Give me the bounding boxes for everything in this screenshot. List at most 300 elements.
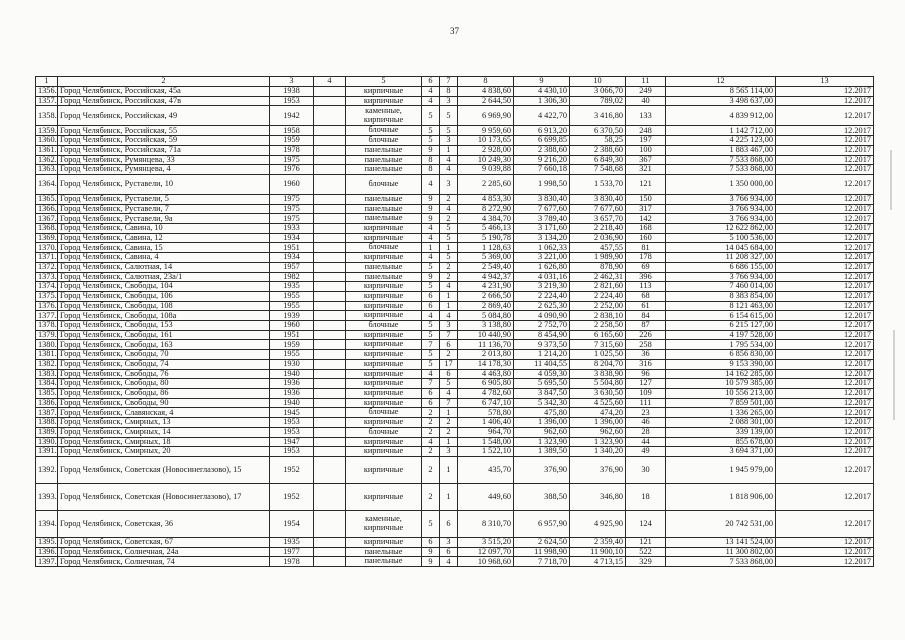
row-number: 1360. [36,136,58,146]
row-number: 1395. [36,537,58,547]
total-area-cell: 12 097,70 [458,547,514,557]
col-header: 4 [314,77,346,87]
year-cell: 1952 [270,483,314,510]
private-area-cell: 2 359,40 [570,537,626,547]
col4-cell [314,388,346,398]
table-row [36,379,874,389]
row-number: 1367. [36,214,58,224]
table-row [36,340,874,350]
address-cell: Город Челябинск, Свободы, 106 [58,291,270,301]
row-number: 1393. [36,483,58,510]
period-cell: 12.2017 [776,408,874,418]
address-cell: Город Челябинск, Свободы, 163 [58,340,270,350]
residents-cell: 109 [626,388,666,398]
table-row [36,96,874,106]
living-area-cell: 5 342,30 [514,398,570,408]
residents-cell: 329 [626,557,666,567]
private-area-cell: 58,25 [570,136,626,146]
residents-cell: 100 [626,145,666,155]
col4-cell [314,96,346,106]
cost-cell: 20 742 531,00 [666,510,776,537]
residents-cell: 168 [626,224,666,234]
address-cell: Город Челябинск, Руставели, 7 [58,204,270,214]
row-number: 1359. [36,126,58,136]
period-cell: 12.2017 [776,174,874,194]
col4-cell [314,537,346,547]
period-cell: 12.2017 [776,447,874,457]
residents-cell: 248 [626,126,666,136]
address-cell: Город Челябинск, Славянская, 4 [58,408,270,418]
table-row [36,233,874,243]
col-header: 13 [776,77,874,87]
floors-cell: 8 [422,165,440,175]
row-number: 1364. [36,174,58,194]
table-row [36,359,874,369]
living-area-cell: 1 396,00 [514,418,570,428]
living-area-cell: 7 677,60 [514,204,570,214]
wall-material-cell: кирпичные [346,456,422,483]
period-cell: 12.2017 [776,418,874,428]
floors-cell: 5 [422,262,440,272]
year-cell: 1955 [270,350,314,360]
entrances-cell: 1 [440,291,458,301]
private-area-cell: 4 525,60 [570,398,626,408]
address-cell: Город Челябинск, Российская, 71а [58,145,270,155]
floors-cell: 4 [422,96,440,106]
col4-cell [314,291,346,301]
wall-material-cell: кирпичные [346,282,422,292]
address-cell: Город Челябинск, Советская, 67 [58,537,270,547]
wall-material-cell: блочные [346,136,422,146]
living-area-cell: 1 306,30 [514,96,570,106]
period-cell: 12.2017 [776,547,874,557]
col4-cell [314,106,346,126]
table-row [36,537,874,547]
private-area-cell: 2 252,00 [570,301,626,311]
entrances-cell: 1 [440,243,458,253]
year-cell: 1940 [270,369,314,379]
year-cell: 1953 [270,427,314,437]
residents-cell: 69 [626,262,666,272]
floors-cell: 9 [422,145,440,155]
wall-material-cell: панельные [346,547,422,557]
total-area-cell: 9 039,88 [458,165,514,175]
col4-cell [314,311,346,321]
total-area-cell: 2 285,60 [458,174,514,194]
col4-cell [314,510,346,537]
residents-cell: 522 [626,547,666,557]
row-number: 1373. [36,272,58,282]
cost-cell: 1 350 000,00 [666,174,776,194]
col4-cell [314,398,346,408]
table-row [36,427,874,437]
wall-material-cell: кирпичные [346,369,422,379]
wall-material-cell: панельные [346,214,422,224]
floors-cell: 5 [422,136,440,146]
floors-cell: 8 [422,155,440,165]
year-cell: 1975 [270,204,314,214]
total-area-cell: 578,80 [458,408,514,418]
col4-cell [314,547,346,557]
total-area-cell: 4 463,80 [458,369,514,379]
private-area-cell: 2 838,10 [570,311,626,321]
cost-cell: 7 859 501,00 [666,398,776,408]
row-number: 1380. [36,340,58,350]
living-area-cell: 1 998,50 [514,174,570,194]
year-cell: 1953 [270,96,314,106]
total-area-cell: 5 466,13 [458,224,514,234]
living-area-cell: 1 389,50 [514,447,570,457]
row-number: 1371. [36,253,58,263]
total-area-cell: 2 013,80 [458,350,514,360]
address-cell: Город Челябинск, Советская (Новосинеглазово), 15 [58,456,270,483]
table-row [36,418,874,428]
cost-cell: 10 556 213,00 [666,388,776,398]
living-area-cell: 11 998,90 [514,547,570,557]
entrances-cell: 3 [440,447,458,457]
col4-cell [314,87,346,97]
wall-material-cell: панельные [346,204,422,214]
cost-cell: 4 197 528,00 [666,330,776,340]
living-area-cell: 1 062,33 [514,243,570,253]
entrances-cell: 2 [440,272,458,282]
col4-cell [314,253,346,263]
year-cell: 1951 [270,330,314,340]
year-cell: 1960 [270,174,314,194]
wall-material-cell: каменные, кирпичные [346,106,422,126]
floors-cell: 9 [422,214,440,224]
table-row [36,194,874,204]
residents-cell: 40 [626,96,666,106]
total-area-cell: 9 959,60 [458,126,514,136]
cost-cell: 1 142 712,00 [666,126,776,136]
col4-cell [314,437,346,447]
col4-cell [314,136,346,146]
entrances-cell: 1 [440,456,458,483]
year-cell: 1977 [270,547,314,557]
entrances-cell: 2 [440,262,458,272]
table-row [36,204,874,214]
period-cell: 12.2017 [776,194,874,204]
entrances-cell: 2 [440,427,458,437]
entrances-cell: 1 [440,437,458,447]
row-number: 1396. [36,547,58,557]
wall-material-cell: кирпичные [346,350,422,360]
entrances-cell: 3 [440,174,458,194]
entrances-cell: 4 [440,204,458,214]
period-cell: 12.2017 [776,214,874,224]
wall-material-cell: кирпичные [346,537,422,547]
total-area-cell: 4 231,90 [458,282,514,292]
living-area-cell: 4 430,10 [514,87,570,97]
residents-cell: 178 [626,253,666,263]
table-row [36,311,874,321]
private-area-cell: 346,80 [570,483,626,510]
col4-cell [314,174,346,194]
private-area-cell: 3 830,40 [570,194,626,204]
floors-cell: 6 [422,301,440,311]
col4-cell [314,301,346,311]
wall-material-cell: кирпичные [346,483,422,510]
private-area-cell: 457,55 [570,243,626,253]
year-cell: 1954 [270,510,314,537]
floors-cell: 4 [422,253,440,263]
living-area-cell: 9 373,50 [514,340,570,350]
residents-cell: 84 [626,311,666,321]
col-header: 5 [346,77,422,87]
period-cell: 12.2017 [776,437,874,447]
wall-material-cell: блочные [346,321,422,331]
floors-cell: 5 [422,510,440,537]
living-area-cell: 3 221,00 [514,253,570,263]
living-area-cell: 2 388,60 [514,145,570,155]
private-area-cell: 7 548,68 [570,165,626,175]
residents-cell: 317 [626,204,666,214]
wall-material-cell: кирпичные [346,224,422,234]
period-cell: 12.2017 [776,224,874,234]
living-area-cell: 962,60 [514,427,570,437]
residents-cell: 396 [626,272,666,282]
period-cell: 12.2017 [776,243,874,253]
col4-cell [314,145,346,155]
table-row [36,369,874,379]
cost-cell: 6 686 155,00 [666,262,776,272]
floors-cell: 2 [422,483,440,510]
floors-cell: 6 [422,537,440,547]
col4-cell [314,456,346,483]
private-area-cell: 3 657,70 [570,214,626,224]
cost-cell: 3 694 371,00 [666,447,776,457]
floors-cell: 4 [422,369,440,379]
address-cell: Город Челябинск, Савина, 15 [58,243,270,253]
residents-cell: 49 [626,447,666,457]
entrances-cell: 4 [440,311,458,321]
period-cell: 12.2017 [776,379,874,389]
period-cell: 12.2017 [776,330,874,340]
row-number: 1368. [36,224,58,234]
total-area-cell: 2 549,40 [458,262,514,272]
col-header: 1 [36,77,58,87]
col-header: 10 [570,77,626,87]
cost-cell: 1 795 534,00 [666,340,776,350]
residents-cell: 124 [626,510,666,537]
total-area-cell: 5 369,00 [458,253,514,263]
wall-material-cell: блочные [346,126,422,136]
entrances-cell: 8 [440,87,458,97]
living-area-cell: 1 214,20 [514,350,570,360]
table-row [36,145,874,155]
floors-cell: 5 [422,321,440,331]
floors-cell: 1 [422,243,440,253]
address-cell: Город Челябинск, Смирных, 18 [58,437,270,447]
entrances-cell: 7 [440,398,458,408]
address-cell: Город Челябинск, Савина, 4 [58,253,270,263]
total-area-cell: 4 384,70 [458,214,514,224]
floors-cell: 7 [422,340,440,350]
col4-cell [314,350,346,360]
private-area-cell: 6 849,30 [570,155,626,165]
table-row [36,398,874,408]
total-area-cell: 10 440,90 [458,330,514,340]
floors-cell: 5 [422,330,440,340]
wall-material-cell: панельные [346,165,422,175]
col-header: 8 [458,77,514,87]
registry-sheet [35,76,873,567]
col4-cell [314,340,346,350]
entrances-cell: 4 [440,282,458,292]
private-area-cell: 376,90 [570,456,626,483]
total-area-cell: 2 666,50 [458,291,514,301]
private-area-cell: 878,90 [570,262,626,272]
residents-cell: 28 [626,427,666,437]
residents-cell: 321 [626,165,666,175]
scan-margin-mark [893,330,895,420]
period-cell: 12.2017 [776,282,874,292]
private-area-cell: 3 416,80 [570,106,626,126]
period-cell: 12.2017 [776,165,874,175]
table-row [36,262,874,272]
entrances-cell: 7 [440,330,458,340]
cost-cell: 7 533 868,00 [666,165,776,175]
private-area-cell: 8 204,70 [570,359,626,369]
address-cell: Город Челябинск, Руставели, 5 [58,194,270,204]
period-cell: 12.2017 [776,106,874,126]
living-area-cell: 3 847,50 [514,388,570,398]
row-number: 1386. [36,398,58,408]
living-area-cell: 8 454,90 [514,330,570,340]
wall-material-cell: блочные [346,243,422,253]
wall-material-cell: кирпичные [346,340,422,350]
year-cell: 1978 [270,145,314,155]
living-area-cell: 3 134,20 [514,233,570,243]
wall-material-cell: панельные [346,194,422,204]
col4-cell [314,204,346,214]
row-number: 1372. [36,262,58,272]
floors-cell: 4 [422,437,440,447]
private-area-cell: 7 677,60 [570,204,626,214]
year-cell: 1935 [270,282,314,292]
floors-cell: 5 [422,350,440,360]
wall-material-cell: кирпичные [346,96,422,106]
cost-cell: 3 766 934,00 [666,214,776,224]
wall-material-cell: панельные [346,145,422,155]
col4-cell [314,243,346,253]
row-number: 1378. [36,321,58,331]
living-area-cell: 2 224,40 [514,291,570,301]
period-cell: 12.2017 [776,155,874,165]
wall-material-cell: кирпичные [346,418,422,428]
living-area-cell: 4 031,16 [514,272,570,282]
floors-cell: 6 [422,388,440,398]
floors-cell: 6 [422,291,440,301]
entrances-cell: 3 [440,136,458,146]
row-number: 1356. [36,87,58,97]
table-row [36,447,874,457]
wall-material-cell: кирпичные [346,447,422,457]
residents-cell: 61 [626,301,666,311]
living-area-cell: 1 323,90 [514,437,570,447]
col4-cell [314,379,346,389]
floors-cell: 2 [422,427,440,437]
total-area-cell: 4 942,37 [458,272,514,282]
residents-cell: 113 [626,282,666,292]
cost-cell: 1 883 467,00 [666,145,776,155]
period-cell: 12.2017 [776,321,874,331]
wall-material-cell: панельные [346,272,422,282]
living-area-cell: 2 624,50 [514,537,570,547]
wall-material-cell: каменные, кирпичные [346,510,422,537]
living-area-cell: 388,50 [514,483,570,510]
col-header: 3 [270,77,314,87]
total-area-cell: 10 249,30 [458,155,514,165]
year-cell: 1936 [270,379,314,389]
wall-material-cell: блочные [346,174,422,194]
total-area-cell: 1 406,40 [458,418,514,428]
living-area-cell: 4 422,70 [514,106,570,126]
residents-cell: 316 [626,359,666,369]
address-cell: Город Челябинск, Солнечная, 24а [58,547,270,557]
total-area-cell: 8 272,90 [458,204,514,214]
year-cell: 1951 [270,243,314,253]
cost-cell: 12 622 862,00 [666,224,776,234]
total-area-cell: 6 747,10 [458,398,514,408]
entrances-cell: 1 [440,408,458,418]
address-cell: Город Челябинск, Смирных, 13 [58,418,270,428]
row-number: 1392. [36,456,58,483]
total-area-cell: 4 838,60 [458,87,514,97]
private-area-cell: 962,60 [570,427,626,437]
col4-cell [314,165,346,175]
address-cell: Город Челябинск, Российская, 55 [58,126,270,136]
table-row [36,174,874,194]
total-area-cell: 14 178,30 [458,359,514,369]
address-cell: Город Челябинск, Руставели, 10 [58,174,270,194]
address-cell: Город Челябинск, Российская, 47в [58,96,270,106]
cost-cell: 11 208 327,00 [666,253,776,263]
floors-cell: 2 [422,447,440,457]
residents-cell: 18 [626,483,666,510]
entrances-cell: 2 [440,214,458,224]
residents-cell: 249 [626,87,666,97]
residents-cell: 81 [626,243,666,253]
living-area-cell: 1 626,80 [514,262,570,272]
table-row [36,87,874,97]
period-cell: 12.2017 [776,350,874,360]
cost-cell: 9 153 390,00 [666,359,776,369]
entrances-cell: 6 [440,369,458,379]
private-area-cell: 6 165,60 [570,330,626,340]
period-cell: 12.2017 [776,398,874,408]
private-area-cell: 6 370,50 [570,126,626,136]
living-area-cell: 7 660,18 [514,165,570,175]
period-cell: 12.2017 [776,145,874,155]
col4-cell [314,155,346,165]
cost-cell: 7 533 868,00 [666,557,776,567]
cost-cell: 2 088 301,00 [666,418,776,428]
total-area-cell: 3 138,80 [458,321,514,331]
address-cell: Город Челябинск, Свободы, 108а [58,311,270,321]
total-area-cell: 3 515,20 [458,537,514,547]
wall-material-cell: кирпичные [346,291,422,301]
wall-material-cell: кирпичные [346,330,422,340]
residents-cell: 68 [626,291,666,301]
address-cell: Город Челябинск, Свободы, 74 [58,359,270,369]
living-area-cell: 3 830,40 [514,194,570,204]
private-area-cell: 3 630,50 [570,388,626,398]
wall-material-cell: кирпичные [346,301,422,311]
period-cell: 12.2017 [776,204,874,214]
residents-cell: 111 [626,398,666,408]
